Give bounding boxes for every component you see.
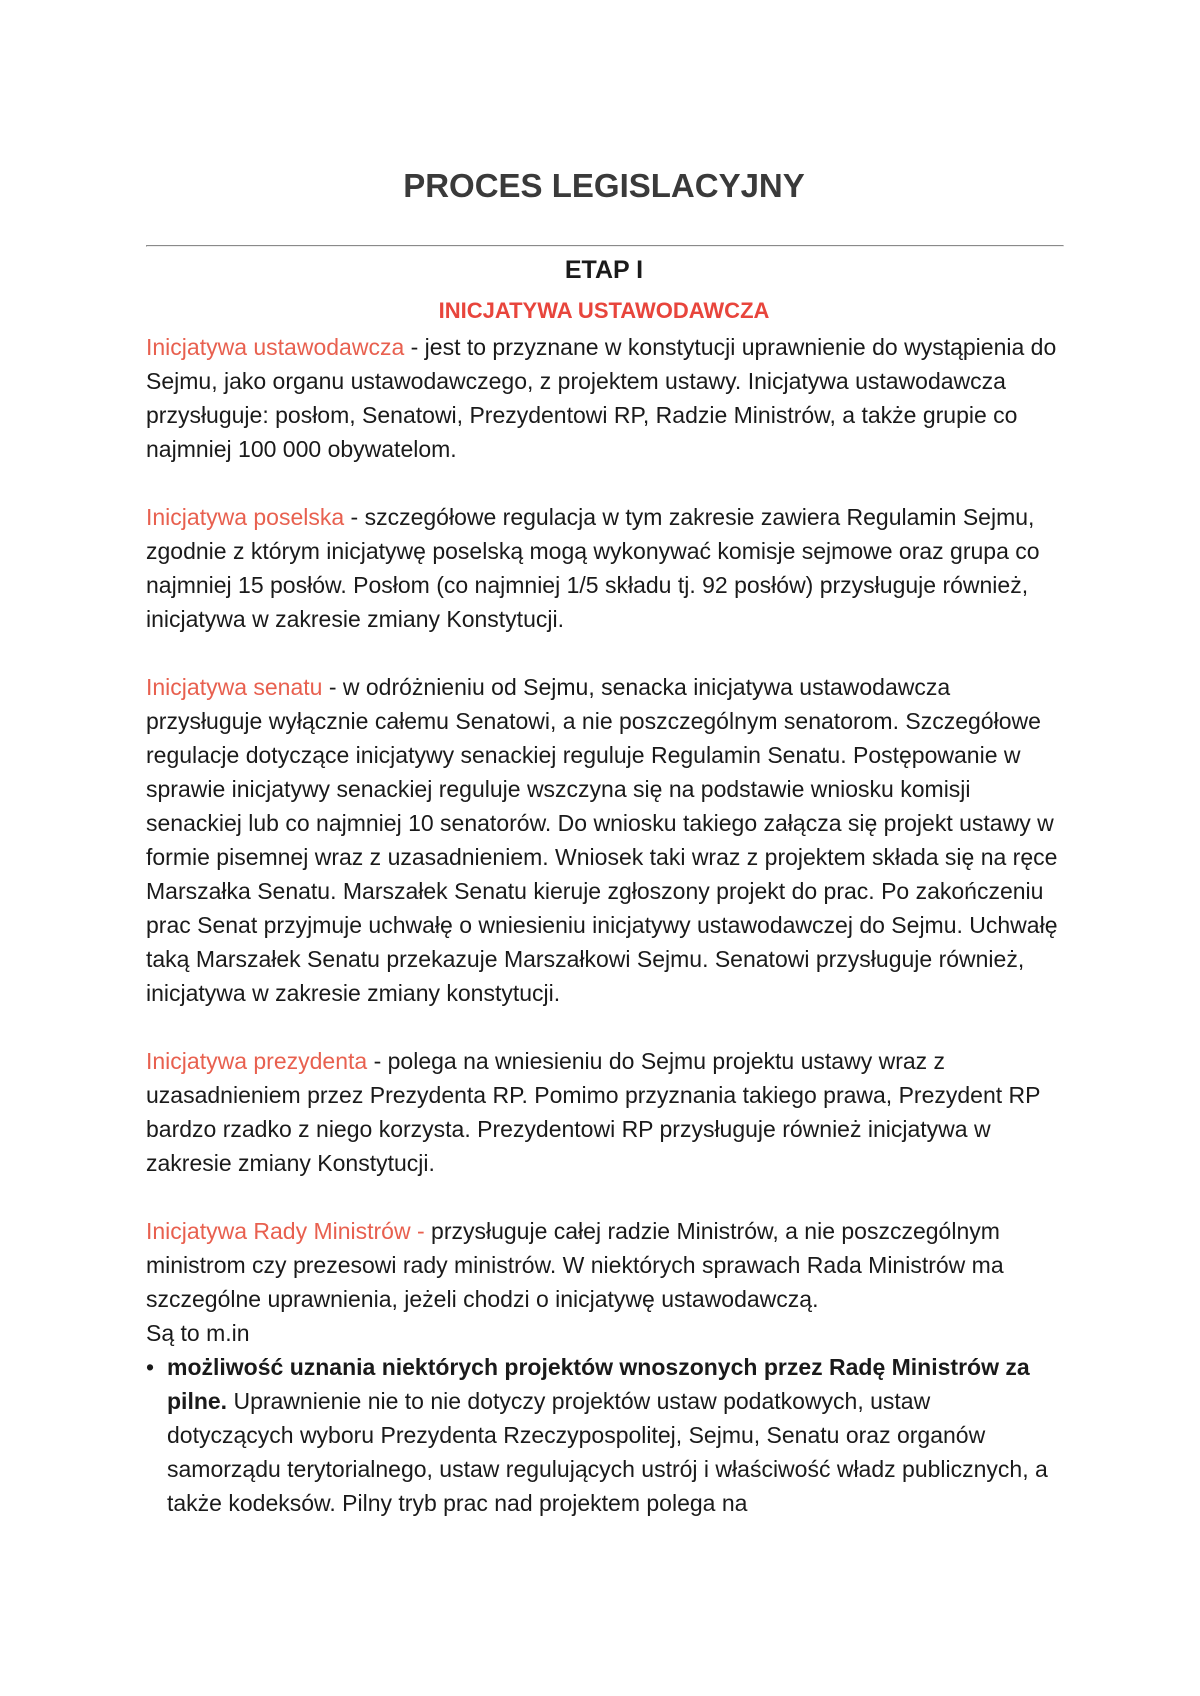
bullet-list (146, 1350, 1062, 1520)
paragraph-inicjatywa-prezydenta (146, 1044, 1062, 1180)
list-item (146, 1350, 1062, 1520)
document-title: PROCES LEGISLACYJNY (403, 167, 805, 204)
paragraph-inicjatywa-rady-ministrow (146, 1214, 1062, 1350)
paragraph-inicjatywa-poselska (146, 500, 1062, 636)
title-divider (146, 245, 1064, 247)
term-label: Inicjatywa poselska (146, 504, 345, 530)
paragraph-inicjatywa-senatu (146, 670, 1062, 1010)
term-label: Inicjatywa prezydenta (146, 1048, 368, 1074)
term-label: Inicjatywa senatu (146, 674, 323, 700)
paragraph-text: przysługuje całej radzie Ministrów, a nie poszczególnym ministrom czy prezesowi rady ministrów. W niektórych sprawach Rada Ministrów ma szczególne uprawnienia, jeżeli chodzi o inicjatywę ustawodawczą. (146, 1218, 1004, 1312)
paragraph-text: - polega na wniesieniu do Sejmu projektu ustawy wraz z uzasadnieniem przez Prezydenta RP. Pomimo przyznania takiego prawa, Prezydent RP bardzo rzadko z niego korzysta. Prezydentowi RP przysługuje również inicjatywa w zakresie zmiany Konstytucji. (146, 1048, 1041, 1176)
paragraph-text: - w odróżnieniu od Sejmu, senacka inicjatywa ustawodawcza przysługuje wyłącznie całemu Senatowi, a nie poszczególnym senatorom. Szczegółowe regulacje dotyczące inicjatywy senackiej reguluje Regulamin Senatu. Postępowanie w sprawie inicjatywy senackiej reguluje wszczyna się na podstawie wniosku komisji senackiej lub co najmniej 10 senatorów. Do wniosku takiego załącza się projekt ustawy w formie pisemnej wraz z uzasadnieniem. Wniosek taki wraz z projektem składa się na ręce Marszałka Senatu. Marszałek Senatu kieruje zgłoszony projekt do prac. Po zakończeniu prac Senat przyjmuje uchwałę o wniesieniu inicjatywy ustawodawczej do Sejmu. Uchwałę taką Marszałek Senatu przekazuje Marszałkowi Sejmu. Senatowi przysługuje również, inicjatywa w zakresie zmiany konstytucji. (146, 674, 1058, 1006)
paragraph-text: - szczegółowe regulacja w tym zakresie zawiera Regulamin Sejmu, zgodnie z którym inicjatywę poselską mogą wykonywać komisje sejmowe oraz grupa co najmniej 15 posłów. Posłom (co najmniej 1/5 składu tj. 92 posłów) przysługuje również, inicjatywa w zakresie zmiany Konstytucji. (146, 504, 1040, 632)
stage-heading: ETAP I (564, 256, 644, 284)
bullet-bold-text: możliwość uznania niektórych projektów wnoszonych przez Radę Ministrów za pilne. (167, 1354, 1030, 1414)
document-body (146, 330, 1062, 1520)
paragraph-text: - jest to przyznane w konstytucji uprawnienie do wystąpienia do Sejmu, jako organu ustawodawczego, z projektem ustawy. Inicjatywa ustawodawcza przysługuje: posłom, Senatowi, Prezydentowi RP, Radzie Ministrów, a także grupie co najmniej 100 000 obywatelom. (146, 334, 1057, 462)
section-subheading: INICJATYWA USTAWODAWCZA (438, 298, 770, 323)
bullet-icon: • (146, 1354, 155, 1380)
bullet-text: Uprawnienie nie to nie dotyczy projektów ustaw podatkowych, ustaw dotyczących wyboru Prezydenta Rzeczypospolitej, Sejmu, Senatu oraz organów samorządu terytorialnego, ustaw regulujących ustrój i właściwość władz publicznych, a także kodeksów. Pilny tryb prac nad projektem polega na (167, 1388, 1048, 1516)
term-label: Inicjatywa Rady Ministrów - (146, 1218, 425, 1244)
term-label: Inicjatywa ustawodawcza (146, 334, 405, 360)
list-intro: Są to m.in (146, 1320, 250, 1346)
paragraph-inicjatywa-ustawodawcza (146, 330, 1062, 466)
